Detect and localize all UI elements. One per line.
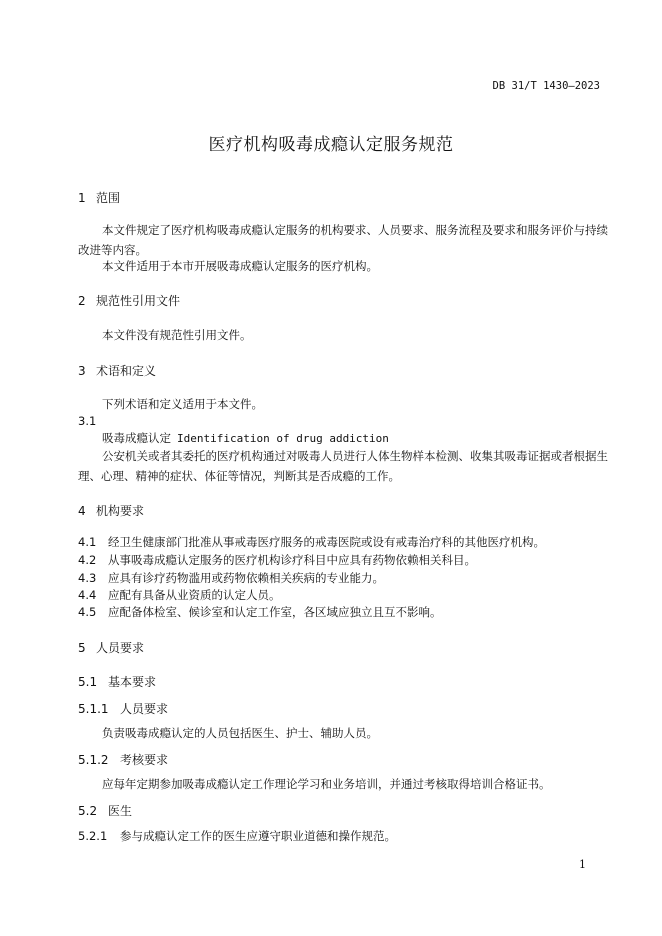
item-number: 4.1 [78, 535, 97, 549]
subsection-number: 5.1.2 [78, 753, 109, 767]
paragraph: 应每年定期参加吸毒成瘾认定工作理论学习和业务培训，并通过考核取得培训合格证书。 [102, 777, 551, 791]
page-number: 1 [579, 858, 586, 871]
subsection-heading-5-1-1 [78, 700, 168, 717]
section-number: 4 [78, 504, 86, 518]
section-heading-5 [78, 639, 144, 656]
list-item [78, 587, 281, 603]
section-number: 3 [78, 364, 86, 378]
subsection-number: 5.1.1 [78, 702, 109, 716]
item-number: 4.5 [78, 605, 97, 619]
section-number: 2 [78, 294, 86, 308]
paragraph: 本文件适用于本市开展吸毒成瘾认定服务的医疗机构。 [102, 259, 378, 273]
list-item [78, 570, 384, 586]
subsection-title: 基本要求 [108, 675, 157, 689]
subsection-heading-5-1 [78, 673, 156, 690]
item-text: 应配备体检室、候诊室和认定工作室，各区域应独立且互不影响。 [108, 605, 442, 619]
item-text: 经卫生健康部门批准从事戒毒医疗服务的戒毒医院或设有戒毒治疗科的其他医疗机构。 [108, 535, 545, 549]
section-heading-2 [78, 292, 180, 309]
term-number: 3.1 [78, 414, 97, 428]
list-item [78, 534, 545, 550]
section-heading-1 [78, 189, 120, 206]
standard-code: DB 31/T 1430—2023 [492, 80, 600, 92]
clause-text: 参与成瘾认定工作的医生应遵守职业道德和操作规范。 [120, 829, 396, 843]
item-number: 4.3 [78, 571, 97, 585]
paragraph: 下列术语和定义适用于本文件。 [102, 397, 263, 411]
subsection-title: 医生 [108, 804, 133, 818]
section-number: 1 [78, 191, 86, 205]
paragraph: 负责吸毒成瘾认定的人员包括医生、护士、辅助人员。 [102, 726, 378, 740]
section-title: 机构要求 [96, 504, 145, 518]
section-heading-3 [78, 362, 156, 379]
item-number: 4.4 [78, 588, 97, 602]
clause-item [78, 828, 396, 844]
document-title: 医疗机构吸毒成瘾认定服务规范 [208, 135, 454, 155]
item-text: 应具有诊疗药物滥用或药物依赖相关疾病的专业能力。 [108, 571, 384, 585]
section-title: 范围 [96, 191, 121, 205]
section-title: 术语和定义 [96, 364, 157, 378]
term-english: Identification of drug addiction [177, 432, 389, 445]
term-title [102, 430, 389, 446]
subsection-heading-5-1-2 [78, 751, 168, 768]
subsection-title: 人员要求 [120, 702, 169, 716]
subsection-number: 5.2 [78, 804, 98, 818]
paragraph: 本文件规定了医疗机构吸毒成瘾认定服务的机构要求、人员要求、服务流程及要求和服务评价与持续改进等内容。 [78, 223, 608, 257]
section-title: 人员要求 [96, 641, 145, 655]
item-text: 从事吸毒成瘾认定服务的医疗机构诊疗科目中应具有药物依赖相关科目。 [108, 553, 476, 567]
item-number: 4.2 [78, 553, 97, 567]
paragraph: 本文件没有规范性引用文件。 [102, 328, 252, 342]
subsection-heading-5-2 [78, 802, 132, 819]
subsection-title: 考核要求 [120, 753, 169, 767]
section-number: 5 [78, 641, 86, 655]
section-title: 规范性引用文件 [96, 294, 181, 308]
list-item [78, 604, 442, 620]
term-definition: 公安机关或者其委托的医疗机构通过对吸毒人员进行人体生物样本检测、收集其吸毒证据或者根据生理、心理、精神的症状、体征等情况，判断其是否成瘾的工作。 [78, 449, 608, 483]
clause-number: 5.2.1 [78, 829, 108, 843]
section-heading-4 [78, 502, 144, 519]
subsection-number: 5.1 [78, 675, 98, 689]
term-chinese: 吸毒成瘾认定 [102, 431, 171, 445]
item-text: 应配有具备从业资质的认定人员。 [108, 588, 281, 602]
list-item [78, 552, 476, 568]
